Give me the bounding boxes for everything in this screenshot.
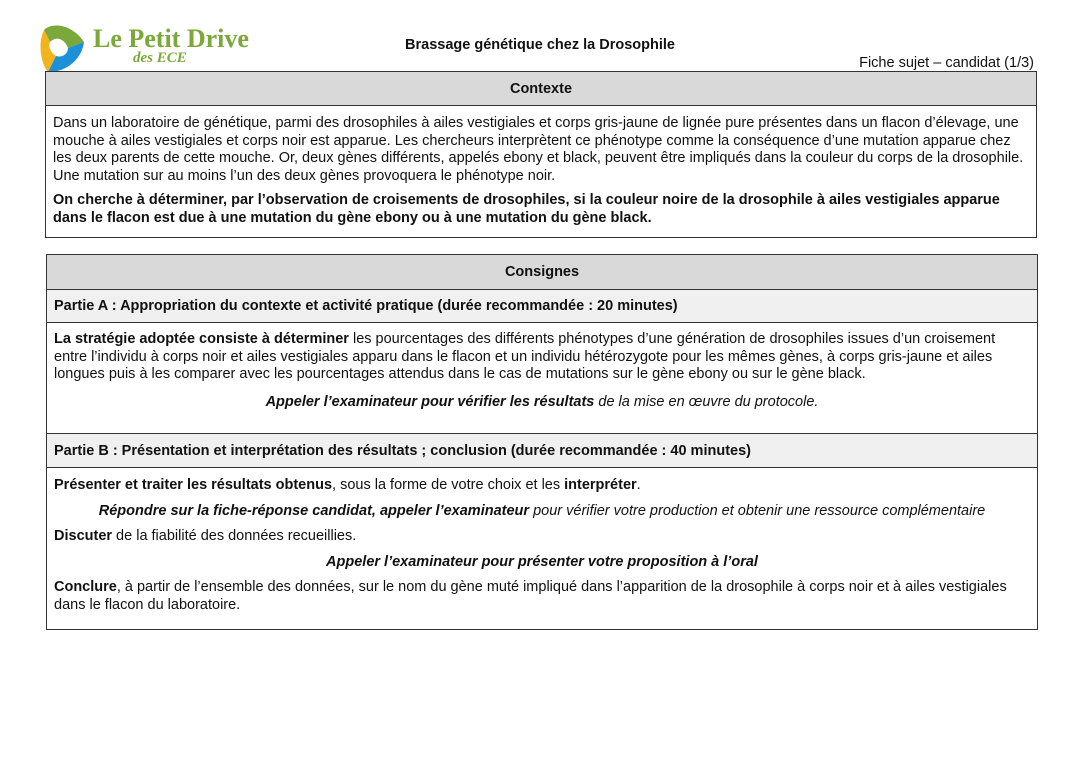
answer-text [54, 503, 1030, 521]
conclude-text [54, 579, 1030, 614]
partie-b-title: Partie B : Présentation et interprétation des résultats ; conclusion (durée recommandée : 40 minutes) [47, 434, 1037, 468]
partie-a-title: Partie A : Appropriation du contexte et activité pratique (durée recommandée : 20 minutes) [47, 290, 1037, 323]
discuss-text [54, 528, 1030, 546]
present-end: . [636, 477, 641, 493]
consignes-box [46, 254, 1038, 630]
present-text [54, 477, 1030, 495]
contexte-body [46, 106, 1036, 227]
present-mid: , sous la forme de votre choix et les [332, 477, 565, 493]
logo-subtitle: des ECE [133, 50, 187, 66]
call-a-bold: Appeler l’examinateur pour vérifier les résultats [265, 393, 595, 410]
call-examiner-a [54, 394, 1030, 412]
strategy-rest: les pourcentages des différents phénotypes d’une génération de drosophiles issues d’un croisement entre l’individu à corps noir et ailes vestigiales apparu dans le flacon et un individu hétérozygote pour les mêmes gènes, à corps gris-jaune et ailes longues puis à les comparer avec les pourcentages attendus dans le cas de mutations sur le gène ebony ou sur le gène black. [54, 331, 996, 382]
strategy-bold: La stratégie adoptée consiste à déterminer [54, 331, 349, 347]
document-title: Brassage génétique chez la Drosophile [405, 37, 675, 53]
answer-bold: Répondre sur la fiche-réponse candidat, appeler l’examinateur [98, 502, 530, 519]
logo-title: Le Petit Drive [93, 24, 249, 53]
discuss-bold: Discuter [54, 528, 113, 544]
conclude-bold: Conclure [54, 579, 117, 595]
present-bold: Présenter et traiter les résultats obtenus [54, 477, 333, 493]
partie-b-body [47, 468, 1037, 614]
conclude-rest: , à partir de l’ensemble des données, sur le nom du gène muté impliqué dans l’apparition de la drosophile à corps noir et à ailes vestigiales dans le flacon du laboratoire. [54, 579, 1007, 613]
consignes-heading: Consignes [47, 255, 1037, 290]
contexte-paragraph: Dans un laboratoire de génétique, parmi des drosophiles à ailes vestigiales et corps gris-jaune de lignée pure présentes dans un flacon d’élevage, une mouche à ailes vestigiales et corps noir est apparue. Les chercheurs interprètent ce phénotype comme la conséquence d’une mutation apparue chez les deux parents de cette mouche. Or, deux gènes différents, appelés ebony et black, peuvent être impliqués dans la couleur du corps de la drosophile. Une mutation sur au moins l’un des deux gènes provoquera le phénotype noir. [53, 115, 1024, 184]
call-a-rest: de la mise en œuvre du protocole. [594, 393, 819, 410]
present-bold2: interpréter [564, 477, 637, 493]
partie-a-body [47, 323, 1037, 434]
oral-call-bold: Appeler l’examinateur pour présenter votre proposition à l’oral [326, 553, 758, 570]
contexte-objective [53, 192, 1029, 227]
objective-text: On cherche à déterminer, par l’observation de croisements de drosophiles, si la couleur noire de la drosophile à ailes vestigiales apparue dans le flacon est due à une mutation du gène ebony ou à une mutation du gène black. [53, 192, 1000, 226]
contexte-heading: Contexte [46, 72, 1036, 106]
sheet-label: Fiche sujet – candidat (1/3) [859, 55, 1034, 71]
discuss-rest: de la fiabilité des données recueillies. [112, 528, 357, 544]
contexte-box [45, 71, 1037, 238]
answer-rest: pour vérifier votre production et obtenir une ressource complémentaire [529, 502, 986, 519]
strategy-text [54, 331, 1030, 384]
oral-call-text [54, 554, 1030, 572]
